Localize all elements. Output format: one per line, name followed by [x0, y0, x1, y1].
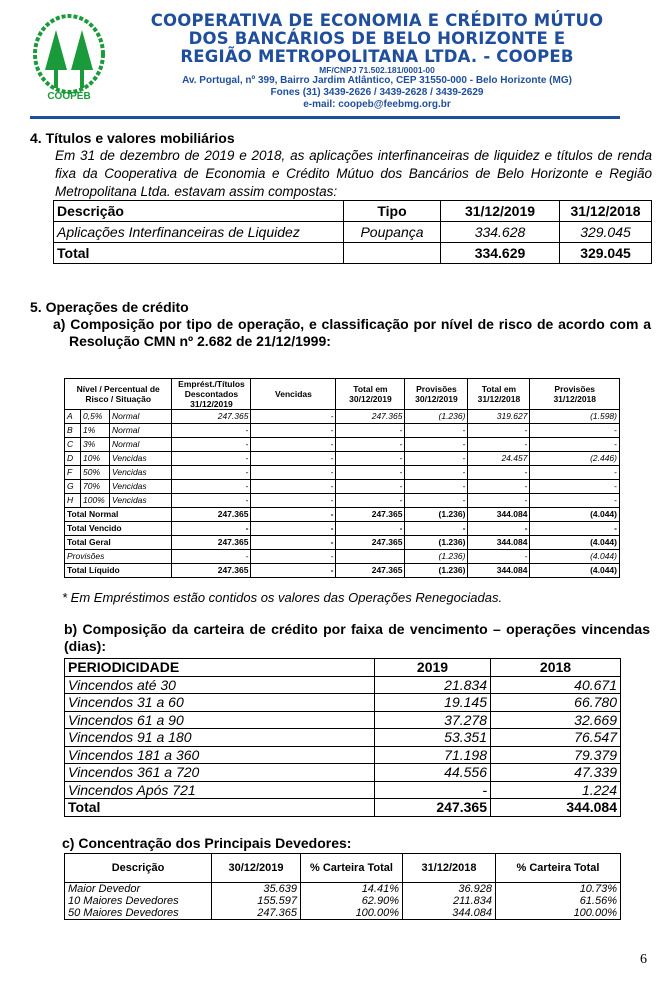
provisoes-row: Provisões - - (1.236) - (4.044) — [65, 550, 620, 564]
page-number: 6 — [640, 952, 647, 967]
table-row: 50 Maiores Devedores 247.365 100.00% 344.084 100.00% — [65, 907, 621, 920]
svg-text:COOPEB: COOPEB — [47, 91, 91, 102]
address: Av. Portugal, nº 399, Bairro Jardim Atlântico, CEP 31550-000 - Belo Horizonte (MG) — [182, 75, 572, 86]
total-vencido-row: Total Vencido - - - - - - — [65, 522, 620, 536]
table-total-row: Total 334.629 329.045 — [54, 243, 652, 264]
table-header-row — [54, 201, 652, 222]
table-total-row: Total 247.365 344.084 — [65, 799, 621, 817]
org-name-line-3: REGIÃO METROPOLITANA LTDA. - COOPEB — [180, 47, 574, 66]
footnote: * Em Empréstimos estão contidos os valores das Operações Renegociadas. — [62, 590, 503, 605]
org-name-line-1: COOPERATIVA DE ECONOMIA E CRÉDITO MÚTUO — [150, 11, 604, 30]
email: e-mail: coopeb@feebmg.org.br — [303, 99, 451, 110]
col-descricao: Descrição — [54, 201, 344, 222]
section-5b-heading: b) Composição da carteira de crédito por faixa de vencimento – operações vincendas (dias): — [64, 621, 650, 654]
table-row: A 0,5% Normal 247.365 - 247.365 (1.236) 319.627 (1.598) — [65, 410, 620, 424]
table-row: D 10% Vencidas - - - - 24.457 (2.446) — [65, 452, 620, 466]
org-name-line-2: DOS BANCÁRIOS DE BELO HORIZONTE E — [188, 29, 566, 48]
col-2019: 31/12/2019 — [441, 201, 560, 222]
header-divider — [30, 116, 620, 119]
table-header-row: PERIODICIDADE 2019 2018 — [65, 659, 621, 677]
section-5-heading: 5. Operações de crédito — [30, 299, 189, 315]
table-header-row: Descrição 30/12/2019 % Carteira Total 31/12/2018 % Carteira Total — [65, 854, 621, 883]
coopeb-logo — [30, 12, 108, 102]
table-row: Vincendos até 30 21.834 40.671 — [65, 676, 621, 694]
section-4-paragraph: Em 31 de dezembro de 2019 e 2018, as aplicações interfinanceiras de liquidez e títulos de renda fixa da Cooperativa de Economia e Crédito Mútuo dos Bancários de Belo Horizonte e Região Metropolitana Ltda. estavam assim compostas: — [55, 148, 652, 199]
table-row: Vincendos 361 a 720 44.556 47.339 — [65, 764, 621, 782]
table-row: Maior Devedor 35.639 14.41% 36.928 10.73% — [65, 883, 621, 896]
col-tipo: Tipo — [344, 201, 441, 222]
debtors-table — [64, 853, 621, 920]
table-row: Vincendos 61 a 90 37.278 32.669 — [65, 711, 621, 729]
logo-trees-icon — [30, 12, 108, 102]
total-geral-row: Total Geral 247.365 - 247.365 (1.236) 344.084 (4.044) — [65, 536, 620, 550]
table-row: Vincendos Após 721 - 1.224 — [65, 781, 621, 799]
table-row: F 50% Vencidas - - - - - - — [65, 466, 620, 480]
table-row: Vincendos 31 a 60 19.145 66.780 — [65, 694, 621, 712]
table-header-row: Nível / Percentual de Risco / Situação Emprést./Títulos Descontados 31/12/2019 Vencidas Total em 30/12/2019 Provisões 30/12/2019 Total em 31/12/2018 Provisões 31/12/2018 — [65, 379, 620, 410]
table-row: B 1% Normal - - - - - - — [65, 424, 620, 438]
section-4-heading: 4. Títulos e valores mobiliários — [30, 130, 235, 146]
col-2018: 31/12/2018 — [560, 201, 652, 222]
credit-risk-table — [64, 378, 620, 578]
securities-table — [53, 200, 652, 264]
phones: Fones (31) 3439-2626 / 3439-2628 / 3439-2629 — [270, 87, 484, 98]
section-5a-heading: a) Composição por tipo de operação, e classificação por nível de risco de acordo com a Resolução CMN nº 2.682 de 21/12/1999: — [53, 316, 651, 349]
maturity-table — [64, 658, 621, 817]
table-row: H 100% Vencidas - - - - - - — [65, 494, 620, 508]
cnpj: MF/CNPJ 71.502.181/0001-00 — [319, 65, 435, 75]
table-row: Vincendos 91 a 180 53.351 76.547 — [65, 729, 621, 747]
table-row: C 3% Normal - - - - - - — [65, 438, 620, 452]
total-normal-row: Total Normal 247.365 - 247.365 (1.236) 344.084 (4.044) — [65, 508, 620, 522]
section-5c-heading: c) Concentração dos Principais Devedores: — [62, 835, 352, 851]
letterhead — [112, 12, 642, 111]
table-row: Vincendos 181 a 360 71.198 79.379 — [65, 746, 621, 764]
total-liquido-row: Total Líquido 247.365 - 247.365 (1.236) 344.084 (4.044) — [65, 564, 620, 578]
table-row: Aplicações Interfinanceiras de Liquidez Poupança 334.628 329.045 — [54, 222, 652, 243]
table-row: G 70% Vencidas - - - - - - — [65, 480, 620, 494]
table-row: 10 Maiores Devedores 155.597 62.90% 211.834 61.56% — [65, 895, 621, 907]
